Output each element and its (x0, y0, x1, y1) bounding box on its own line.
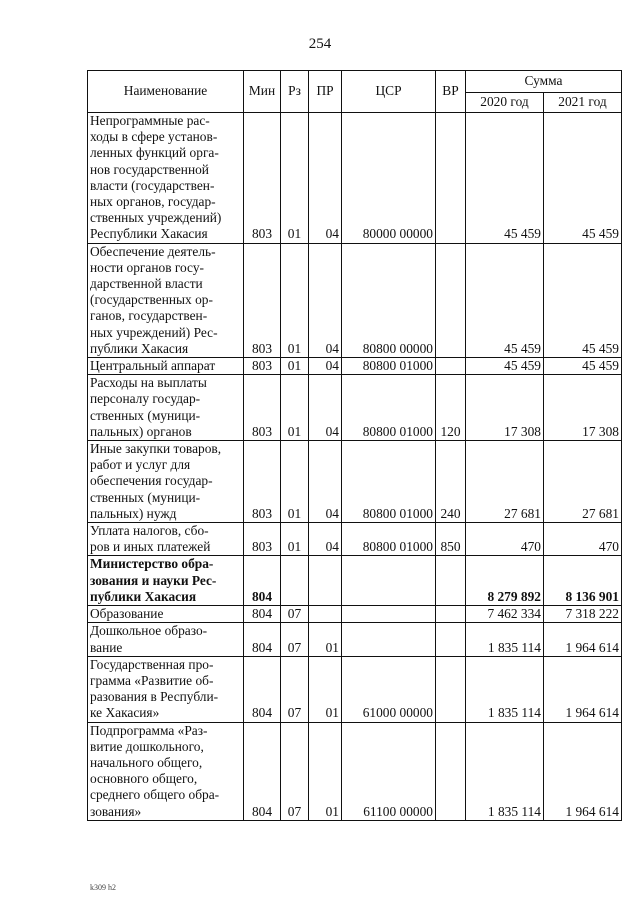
cell-name (88, 441, 244, 523)
table-row (88, 722, 622, 820)
cell-2020: 45 459 (466, 113, 544, 244)
cell-2020: 45 459 (466, 358, 544, 375)
cell-csr: 80800 00000 (342, 243, 436, 357)
cell-rz: 01 (281, 375, 309, 441)
table-row (88, 606, 622, 623)
name-line: витие дошкольного, (90, 738, 204, 754)
table-row (88, 113, 622, 244)
header-min: Мин (244, 71, 281, 113)
name-line: (государственных ор- (90, 292, 213, 308)
name-line: ственных (муници- (90, 407, 201, 423)
header-vr: ВР (436, 71, 466, 113)
name-line: зования» (90, 803, 142, 819)
cell-csr: 80800 01000 (342, 358, 436, 375)
cell-pr: 01 (309, 623, 342, 656)
name-line: обеспечения государ- (90, 473, 213, 489)
cell-min: 803 (244, 523, 281, 556)
name-line: пальных) нужд (90, 505, 177, 521)
cell-name (88, 656, 244, 722)
cell-csr (342, 606, 436, 623)
name-line: Непрограммные рас- (90, 113, 210, 128)
table-row (88, 523, 622, 556)
name-line: Государственная про- (90, 656, 214, 672)
cell-2021: 45 459 (544, 113, 622, 244)
cell-name (88, 606, 244, 623)
cell-2020: 1 835 114 (466, 722, 544, 820)
cell-name (88, 375, 244, 441)
cell-csr: 61000 00000 (342, 656, 436, 722)
table-row (88, 656, 622, 722)
name-line: разования в Республи- (90, 689, 219, 705)
name-line: Уплата налогов, сбо- (90, 523, 209, 539)
cell-min: 804 (244, 722, 281, 820)
name-line: Дошкольное образо- (90, 623, 208, 639)
cell-min: 804 (244, 606, 281, 623)
cell-min: 803 (244, 441, 281, 523)
cell-name (88, 113, 244, 244)
cell-2021: 7 318 222 (544, 606, 622, 623)
cell-csr: 80800 01000 (342, 441, 436, 523)
name-line: зования и науки Рес- (90, 572, 217, 588)
cell-rz: 07 (281, 606, 309, 623)
cell-csr: 80800 01000 (342, 523, 436, 556)
header-year-2021: 2021 год (544, 93, 622, 113)
name-line: Центральный аппарат (90, 358, 216, 374)
name-line: Обеспечение деятель- (90, 243, 216, 259)
name-line: ственных учреждений) (90, 210, 222, 226)
name-line: вание (90, 639, 123, 655)
table-row (88, 441, 622, 523)
cell-pr: 01 (309, 656, 342, 722)
cell-vr (436, 556, 466, 606)
name-line: ных органов, государ- (90, 194, 216, 210)
name-line: публики Хакасия (90, 340, 189, 356)
name-line: ганов, государствен- (90, 308, 208, 324)
cell-vr (436, 623, 466, 656)
cell-rz (281, 556, 309, 606)
cell-2020: 1 835 114 (466, 623, 544, 656)
name-line: нов государственной (90, 161, 209, 177)
table-row (88, 623, 622, 656)
cell-pr: 04 (309, 375, 342, 441)
budget-table (87, 70, 622, 821)
name-line: среднего общего обра- (90, 787, 220, 803)
cell-name (88, 523, 244, 556)
cell-vr (436, 722, 466, 820)
cell-rz: 07 (281, 656, 309, 722)
cell-name (88, 358, 244, 375)
cell-name (88, 722, 244, 820)
cell-2021: 17 308 (544, 375, 622, 441)
cell-csr (342, 556, 436, 606)
cell-pr: 04 (309, 523, 342, 556)
name-line: грамма «Развитие об- (90, 672, 214, 688)
cell-pr: 04 (309, 441, 342, 523)
cell-2021: 8 136 901 (544, 556, 622, 606)
cell-vr: 240 (436, 441, 466, 523)
cell-min: 804 (244, 656, 281, 722)
cell-2020: 1 835 114 (466, 656, 544, 722)
name-line: Образование (90, 606, 164, 622)
table-row (88, 243, 622, 357)
cell-vr (436, 656, 466, 722)
name-line: дарственной власти (90, 276, 203, 292)
table-row (88, 556, 622, 606)
cell-rz: 01 (281, 243, 309, 357)
cell-vr (436, 358, 466, 375)
name-line: ных учреждений) Рес- (90, 324, 218, 340)
cell-name (88, 556, 244, 606)
cell-2021: 1 964 614 (544, 623, 622, 656)
cell-2020: 7 462 334 (466, 606, 544, 623)
header-csr: ЦСР (342, 71, 436, 113)
name-line: основного общего, (90, 771, 198, 787)
name-line: ходы в сфере установ- (90, 129, 218, 145)
header-year-2020: 2020 год (466, 93, 544, 113)
cell-vr: 850 (436, 523, 466, 556)
name-line: работ и услуг для (90, 457, 191, 473)
cell-name (88, 243, 244, 357)
header-name: Наименование (88, 71, 244, 113)
name-line: ленных функций орга- (90, 145, 219, 161)
cell-pr (309, 606, 342, 623)
header-sum: Сумма (466, 71, 622, 93)
cell-2020: 17 308 (466, 375, 544, 441)
cell-pr: 01 (309, 722, 342, 820)
cell-pr: 04 (309, 243, 342, 357)
name-line: публики Хакасия (90, 588, 197, 604)
name-line: ственных (муници- (90, 489, 201, 505)
cell-2021: 470 (544, 523, 622, 556)
name-line: персоналу государ- (90, 391, 201, 407)
cell-2020: 8 279 892 (466, 556, 544, 606)
cell-min: 803 (244, 243, 281, 357)
cell-rz: 07 (281, 722, 309, 820)
cell-rz: 07 (281, 623, 309, 656)
cell-min: 803 (244, 375, 281, 441)
name-line: Республики Хакасия (90, 226, 208, 242)
cell-2020: 470 (466, 523, 544, 556)
cell-csr: 80000 00000 (342, 113, 436, 244)
name-line: начального общего, (90, 754, 203, 770)
name-line: ке Хакасия» (90, 705, 160, 721)
cell-csr: 80800 01000 (342, 375, 436, 441)
cell-min: 804 (244, 556, 281, 606)
table-row (88, 375, 622, 441)
cell-pr (309, 556, 342, 606)
cell-rz: 01 (281, 441, 309, 523)
name-line: власти (государствен- (90, 177, 215, 193)
header-rz: Рз (281, 71, 309, 113)
cell-pr: 04 (309, 358, 342, 375)
cell-csr: 61100 00000 (342, 722, 436, 820)
cell-vr: 120 (436, 375, 466, 441)
cell-csr (342, 623, 436, 656)
name-line: ности органов госу- (90, 259, 204, 275)
cell-min: 803 (244, 358, 281, 375)
footer-code: k309 h2 (90, 883, 116, 892)
cell-min: 804 (244, 623, 281, 656)
cell-vr (436, 243, 466, 357)
cell-vr (436, 606, 466, 623)
table-row (88, 358, 622, 375)
cell-pr: 04 (309, 113, 342, 244)
name-line: ров и иных платежей (90, 539, 211, 555)
name-line: Иные закупки товаров, (90, 441, 222, 457)
cell-vr (436, 113, 466, 244)
cell-rz: 01 (281, 523, 309, 556)
cell-2020: 45 459 (466, 243, 544, 357)
name-line: Министерство обра- (90, 556, 214, 572)
cell-2021: 45 459 (544, 243, 622, 357)
cell-rz: 01 (281, 113, 309, 244)
cell-2021: 45 459 (544, 358, 622, 375)
cell-2021: 1 964 614 (544, 656, 622, 722)
cell-name (88, 623, 244, 656)
cell-2021: 1 964 614 (544, 722, 622, 820)
cell-rz: 01 (281, 358, 309, 375)
name-line: пальных) органов (90, 423, 192, 439)
header-pr: ПР (309, 71, 342, 113)
page-number: 254 (308, 36, 332, 52)
cell-2021: 27 681 (544, 441, 622, 523)
cell-min: 803 (244, 113, 281, 244)
cell-2020: 27 681 (466, 441, 544, 523)
name-line: Расходы на выплаты (90, 375, 207, 391)
name-line: Подпрограмма «Раз- (90, 722, 208, 738)
